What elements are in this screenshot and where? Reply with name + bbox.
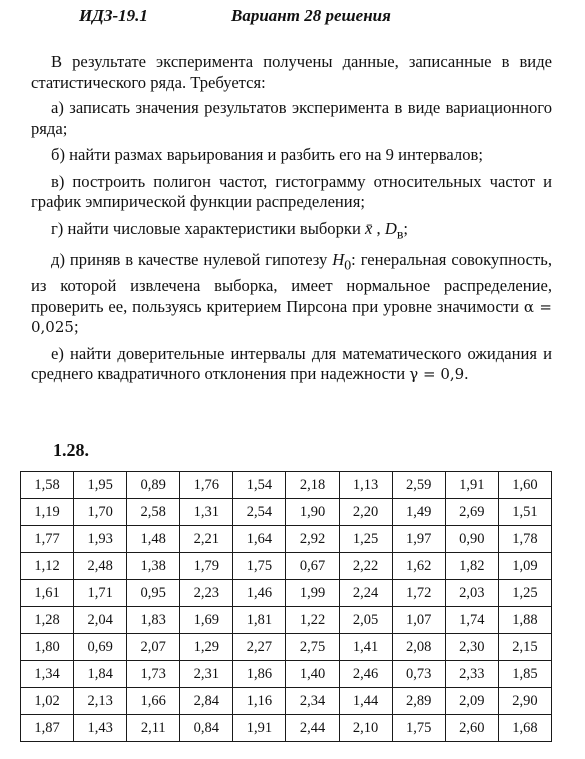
table-cell: 2,46: [339, 661, 392, 688]
item-v: в) построить полигон частот, гистограмму относительных частот и график эмпирической функции распределения;: [31, 171, 552, 211]
table-cell: 1,77: [21, 526, 74, 553]
table-row: [21, 688, 552, 715]
table-cell: 2,05: [339, 607, 392, 634]
item-g-end: ;: [403, 218, 408, 238]
table-cell: 1,25: [498, 580, 551, 607]
table-cell: 2,27: [233, 634, 286, 661]
item-d-text: : генеральная совокупность, из которой извлечена выборка, имеет нормальное распределение, проверить ее, пользуясь критерием Пирсона при уровне значимости: [31, 250, 552, 316]
table-cell: 1,80: [21, 634, 74, 661]
table-cell: 1,07: [392, 607, 445, 634]
table-cell: 1,48: [127, 526, 180, 553]
reliability-level: γ = 0,9: [409, 365, 465, 384]
table-cell: 2,15: [498, 634, 551, 661]
table-cell: 1,72: [392, 580, 445, 607]
table-cell: 1,84: [74, 661, 127, 688]
data-table-body: [21, 472, 552, 742]
table-row: [21, 526, 552, 553]
table-cell: 1,54: [233, 472, 286, 499]
table-cell: 1,19: [21, 499, 74, 526]
table-cell: 0,89: [127, 472, 180, 499]
hypothesis-subscript: 0: [344, 257, 352, 273]
variance-subscript: в: [396, 225, 404, 241]
table-cell: 0,73: [392, 661, 445, 688]
table-row: [21, 553, 552, 580]
table-cell: 2,33: [445, 661, 498, 688]
table-cell: 0,69: [74, 634, 127, 661]
item-a: а) записать значения результатов эксперимента в виде вариационного ряда;: [31, 98, 552, 138]
table-row: [21, 580, 552, 607]
table-cell: 2,03: [445, 580, 498, 607]
table-cell: 1,46: [233, 580, 286, 607]
variance-symbol: D: [384, 218, 397, 238]
table-cell: 1,81: [233, 607, 286, 634]
table-row: [21, 634, 552, 661]
table-cell: 1,38: [127, 553, 180, 580]
table-cell: 1,40: [286, 661, 339, 688]
table-cell: 2,18: [286, 472, 339, 499]
variant-title: Вариант 28 решения: [231, 6, 391, 25]
table-cell: 2,22: [339, 553, 392, 580]
table-cell: 1,76: [180, 472, 233, 499]
table-cell: 1,88: [498, 607, 551, 634]
table-cell: 1,09: [498, 553, 551, 580]
item-g: [31, 219, 552, 245]
table-cell: 1,90: [286, 499, 339, 526]
table-cell: 1,93: [74, 526, 127, 553]
table-cell: 2,89: [392, 688, 445, 715]
table-cell: 2,31: [180, 661, 233, 688]
assignment-code: ИДЗ-19.1: [79, 6, 148, 25]
table-cell: 2,11: [127, 715, 180, 742]
item-g-text: г) найти числовые характеристики выборки: [51, 218, 365, 238]
table-cell: 2,30: [445, 634, 498, 661]
table-cell: 2,60: [445, 715, 498, 742]
table-cell: 2,09: [445, 688, 498, 715]
sample-mean-symbol: x̄: [365, 218, 373, 238]
table-cell: 2,84: [180, 688, 233, 715]
table-cell: 1,99: [286, 580, 339, 607]
table-cell: 1,78: [498, 526, 551, 553]
table-row: [21, 472, 552, 499]
item-d: [31, 250, 552, 337]
table-cell: 1,85: [498, 661, 551, 688]
table-cell: 1,71: [74, 580, 127, 607]
table-cell: 0,95: [127, 580, 180, 607]
table-cell: 2,20: [339, 499, 392, 526]
table-cell: 1,97: [392, 526, 445, 553]
table-cell: 0,67: [286, 553, 339, 580]
table-cell: 1,95: [74, 472, 127, 499]
item-g-separator: ,: [372, 218, 385, 238]
table-cell: 2,10: [339, 715, 392, 742]
hypothesis-symbol: H: [332, 250, 345, 270]
table-cell: 2,21: [180, 526, 233, 553]
table-cell: 1,87: [21, 715, 74, 742]
page-header: [79, 6, 499, 30]
table-cell: 2,24: [339, 580, 392, 607]
table-row: [21, 715, 552, 742]
table-cell: 1,75: [233, 553, 286, 580]
table-cell: 1,79: [180, 553, 233, 580]
table-cell: 2,08: [392, 634, 445, 661]
table-cell: 1,41: [339, 634, 392, 661]
table-cell: 1,62: [392, 553, 445, 580]
table-cell: 1,70: [74, 499, 127, 526]
table-cell: 1,44: [339, 688, 392, 715]
table-cell: 2,44: [286, 715, 339, 742]
table-cell: 1,83: [127, 607, 180, 634]
table-cell: 1,29: [180, 634, 233, 661]
table-cell: 1,31: [180, 499, 233, 526]
table-cell: 1,60: [498, 472, 551, 499]
table-cell: 2,92: [286, 526, 339, 553]
significance-level: α = 0,025: [31, 297, 553, 337]
table-cell: 1,91: [445, 472, 498, 499]
table-cell: 1,25: [339, 526, 392, 553]
table-cell: 1,13: [339, 472, 392, 499]
table-cell: 1,64: [233, 526, 286, 553]
table-cell: 2,48: [74, 553, 127, 580]
table-cell: 2,04: [74, 607, 127, 634]
table-cell: 1,68: [498, 715, 551, 742]
item-e: [31, 344, 552, 385]
table-cell: 1,73: [127, 661, 180, 688]
table-cell: 1,74: [445, 607, 498, 634]
table-cell: 2,23: [180, 580, 233, 607]
table-cell: 1,91: [233, 715, 286, 742]
table-cell: 1,12: [21, 553, 74, 580]
table-cell: 1,69: [180, 607, 233, 634]
intro-paragraph: В результате эксперимента получены данные, записанные в виде статистического ряда. Требуется:: [31, 52, 552, 92]
table-cell: 2,54: [233, 499, 286, 526]
table-cell: 1,66: [127, 688, 180, 715]
table-cell: 2,58: [127, 499, 180, 526]
item-d-prefix: д) приняв в качестве нулевой гипотезу: [51, 250, 333, 270]
item-e-text: е) найти доверительные интервалы для математического ожидания и среднего квадратичного отклонения при надежности: [31, 343, 552, 384]
table-cell: 1,34: [21, 661, 74, 688]
item-e-end: .: [464, 364, 469, 384]
table-row: [21, 499, 552, 526]
data-table: [20, 471, 552, 742]
table-cell: 1,58: [21, 472, 74, 499]
table-cell: 0,90: [445, 526, 498, 553]
table-row: [21, 661, 552, 688]
table-cell: 1,82: [445, 553, 498, 580]
table-cell: 2,13: [74, 688, 127, 715]
table-cell: 0,84: [180, 715, 233, 742]
task-number: 1.28.: [53, 440, 89, 460]
table-cell: 1,86: [233, 661, 286, 688]
table-cell: 1,43: [74, 715, 127, 742]
table-cell: 2,34: [286, 688, 339, 715]
table-cell: 2,90: [498, 688, 551, 715]
table-cell: 2,59: [392, 472, 445, 499]
item-b: б) найти размах варьирования и разбить его на 9 интервалов;: [51, 145, 483, 164]
table-cell: 1,75: [392, 715, 445, 742]
table-cell: 1,49: [392, 499, 445, 526]
table-row: [21, 607, 552, 634]
table-cell: 1,51: [498, 499, 551, 526]
table-cell: 1,22: [286, 607, 339, 634]
table-cell: 1,61: [21, 580, 74, 607]
table-cell: 1,02: [21, 688, 74, 715]
table-cell: 1,28: [21, 607, 74, 634]
table-cell: 2,69: [445, 499, 498, 526]
item-d-end: ;: [73, 317, 79, 337]
table-cell: 2,75: [286, 634, 339, 661]
problem-statement: [31, 52, 552, 391]
table-cell: 2,07: [127, 634, 180, 661]
table-cell: 1,16: [233, 688, 286, 715]
